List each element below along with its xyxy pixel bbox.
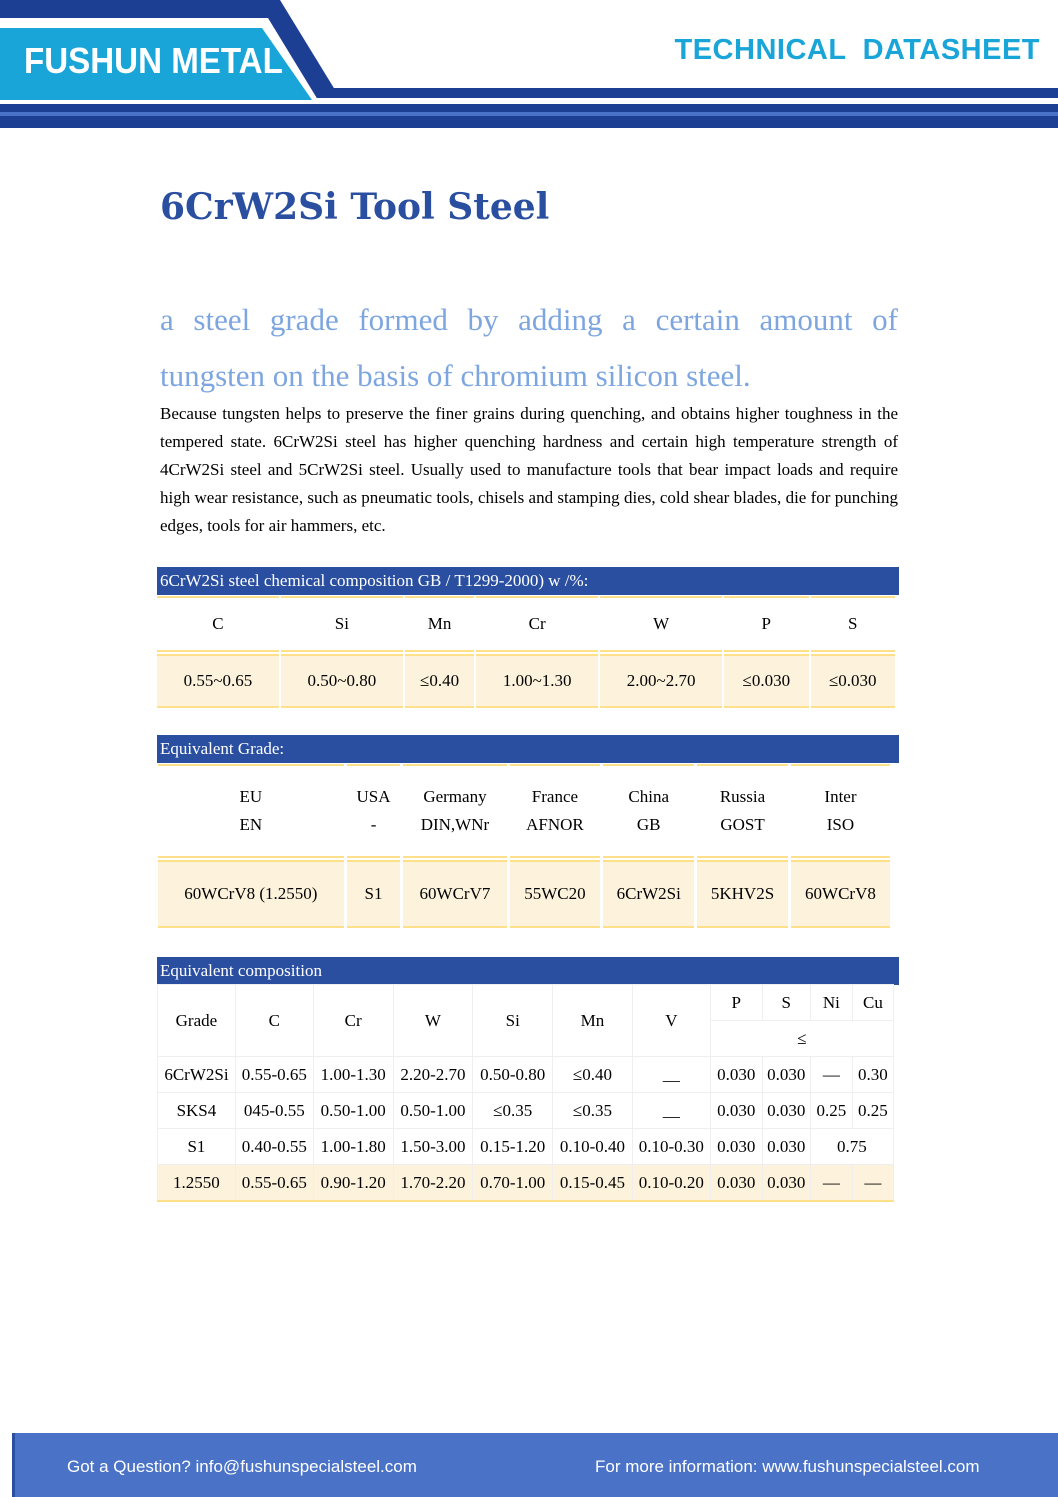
grade-cell: S1 [158, 1129, 236, 1165]
header-cell-france: France AFNOR [510, 764, 601, 858]
header-cell-s: S [762, 985, 810, 1021]
table-row [157, 654, 895, 708]
grade-cell: 6CrW2Si [158, 1057, 236, 1093]
header-cell-mn: Mn [553, 985, 633, 1057]
contact-email-text[interactable]: Got a Question? info@fushunspecialsteel.com [67, 1457, 417, 1476]
value-cell: 0.030 [762, 1057, 810, 1093]
table-header-row [157, 596, 895, 652]
value-cell-germany: 60WCrV7 [403, 860, 506, 928]
page-title: 6CrW2Si Tool Steel [160, 186, 550, 228]
value-cell: 0.15-0.45 [553, 1165, 633, 1202]
value-cell: ≤0.35 [473, 1093, 553, 1129]
header-cell-cu: Cu [852, 985, 893, 1021]
value-cell: 0.15-1.20 [473, 1129, 553, 1165]
grade-cell: 1.2550 [158, 1165, 236, 1202]
page-footer [12, 1433, 1058, 1497]
value-cell: 0.030 [710, 1165, 762, 1202]
company-logo: FUSHUN METAL [24, 40, 283, 81]
value-cell: 0.030 [762, 1129, 810, 1165]
value-cell: 0.50-1.00 [393, 1093, 473, 1129]
value-cell: 0.10-0.40 [553, 1129, 633, 1165]
value-cell: 0.030 [762, 1165, 810, 1202]
table-row [158, 1093, 894, 1129]
table-row [158, 860, 890, 928]
equivalent-grade-table [155, 764, 893, 928]
header-cell-eu: EU EN [158, 764, 344, 858]
header-cell-c: C [157, 596, 279, 652]
header-cell-usa: USA - [347, 764, 401, 858]
chemical-composition-table [155, 596, 897, 708]
header-cell-iso: Inter ISO [791, 764, 890, 858]
value-cell: 0.70-1.00 [473, 1165, 553, 1202]
value-cell-usa: S1 [347, 860, 401, 928]
table-header-row [158, 764, 890, 858]
header-cell-grade: Grade [158, 985, 236, 1057]
value-cell: 0.030 [710, 1093, 762, 1129]
table-row [158, 1057, 894, 1093]
header-cell-cr: Cr [313, 985, 393, 1057]
value-cell: 0.50-1.00 [313, 1093, 393, 1129]
header-cell-cr: Cr [476, 596, 598, 652]
header-cell-germany: Germany DIN,WNr [403, 764, 506, 858]
value-cell: 1.70-2.20 [393, 1165, 473, 1202]
value-cell-p: ≤0.030 [724, 654, 808, 708]
value-cell: __ [632, 1057, 710, 1093]
equivalent-composition-table [157, 984, 894, 1202]
value-cell-china: 6CrW2Si [603, 860, 694, 928]
value-cell: 0.030 [762, 1093, 810, 1129]
value-cell: 045-0.55 [235, 1093, 313, 1129]
grade-cell: SKS4 [158, 1093, 236, 1129]
value-cell: 1.50-3.00 [393, 1129, 473, 1165]
header-cell-si: Si [281, 596, 403, 652]
datasheet-heading: TECHNICAL DATASHEET [674, 34, 1040, 66]
value-cell: 0.10-0.20 [632, 1165, 710, 1202]
website-link-text[interactable]: For more information: www.fushunspecialsteel.com [595, 1457, 980, 1476]
page-header [0, 0, 1058, 130]
header-cell-s: S [811, 596, 895, 652]
description-paragraph: Because tungsten helps to preserve the finer grains during quenching, and obtains higher toughness in the tempered state. 6CrW2Si steel has higher quenching hardness and certain high temperature strength of 4CrW2Si steel and 5CrW2Si steel. Usually used to manufacture tools that bear impact loads and require high wear resistance, such as pneumatic tools, chisels and stamping dies, cold shear blades, die for punching edges, tools for air hammers, etc. [160, 404, 898, 535]
value-cell: 1.00-1.80 [313, 1129, 393, 1165]
header-cell-w: W [393, 985, 473, 1057]
table-header-row [158, 985, 894, 1021]
value-cell-russia: 5KHV2S [697, 860, 788, 928]
value-cell: 0.50-0.80 [473, 1057, 553, 1093]
value-cell-france: 55WC20 [510, 860, 601, 928]
value-cell-c: 0.55~0.65 [157, 654, 279, 708]
header-cell-russia: Russia GOST [697, 764, 788, 858]
value-cell: — [810, 1165, 852, 1202]
value-cell: 0.75 [810, 1129, 893, 1165]
value-cell: — [852, 1165, 893, 1202]
header-cell-p: P [710, 985, 762, 1021]
value-cell: — [810, 1057, 852, 1093]
value-cell: 1.00-1.30 [313, 1057, 393, 1093]
header-cell-v: V [632, 985, 710, 1057]
header-cell-p: P [724, 596, 808, 652]
header-cell-si: Si [473, 985, 553, 1057]
header-cell-c: C [235, 985, 313, 1057]
table-row [158, 1165, 894, 1202]
value-cell: 2.20-2.70 [393, 1057, 473, 1093]
value-cell: 0.90-1.20 [313, 1165, 393, 1202]
value-cell: ≤0.40 [553, 1057, 633, 1093]
value-cell: 0.30 [852, 1057, 893, 1093]
max-symbol: ≤ [710, 1021, 893, 1057]
value-cell: 0.25 [810, 1093, 852, 1129]
header-cell-w: W [600, 596, 722, 652]
value-cell: ≤0.35 [553, 1093, 633, 1129]
value-cell-si: 0.50~0.80 [281, 654, 403, 708]
value-cell-w: 2.00~2.70 [600, 654, 722, 708]
value-cell: 0.55-0.65 [235, 1165, 313, 1202]
value-cell: 0.030 [710, 1129, 762, 1165]
header-cell-ni: Ni [810, 985, 852, 1021]
value-cell-eu: 60WCrV8 (1.2550) [158, 860, 344, 928]
equivalent-grade-caption: Equivalent Grade: [157, 735, 899, 763]
value-cell: 0.10-0.30 [632, 1129, 710, 1165]
value-cell: 0.25 [852, 1093, 893, 1129]
value-cell-s: ≤0.030 [811, 654, 895, 708]
subtitle: a steel grade formed by adding a certain amount of tungsten on the basis of chromium silicon steel. [160, 302, 898, 393]
header-cell-mn: Mn [405, 596, 474, 652]
header-cell-china: China GB [603, 764, 694, 858]
equivalent-composition-caption: Equivalent composition [157, 957, 899, 985]
value-cell-cr: 1.00~1.30 [476, 654, 598, 708]
value-cell-iso: 60WCrV8 [791, 860, 890, 928]
value-cell: 0.030 [710, 1057, 762, 1093]
value-cell: 0.55-0.65 [235, 1057, 313, 1093]
table-row [158, 1129, 894, 1165]
value-cell-mn: ≤0.40 [405, 654, 474, 708]
chemical-composition-caption: 6CrW2Si steel chemical composition GB / T1299-2000) w /%: [157, 567, 899, 595]
value-cell: 0.40-0.55 [235, 1129, 313, 1165]
value-cell: __ [632, 1093, 710, 1129]
